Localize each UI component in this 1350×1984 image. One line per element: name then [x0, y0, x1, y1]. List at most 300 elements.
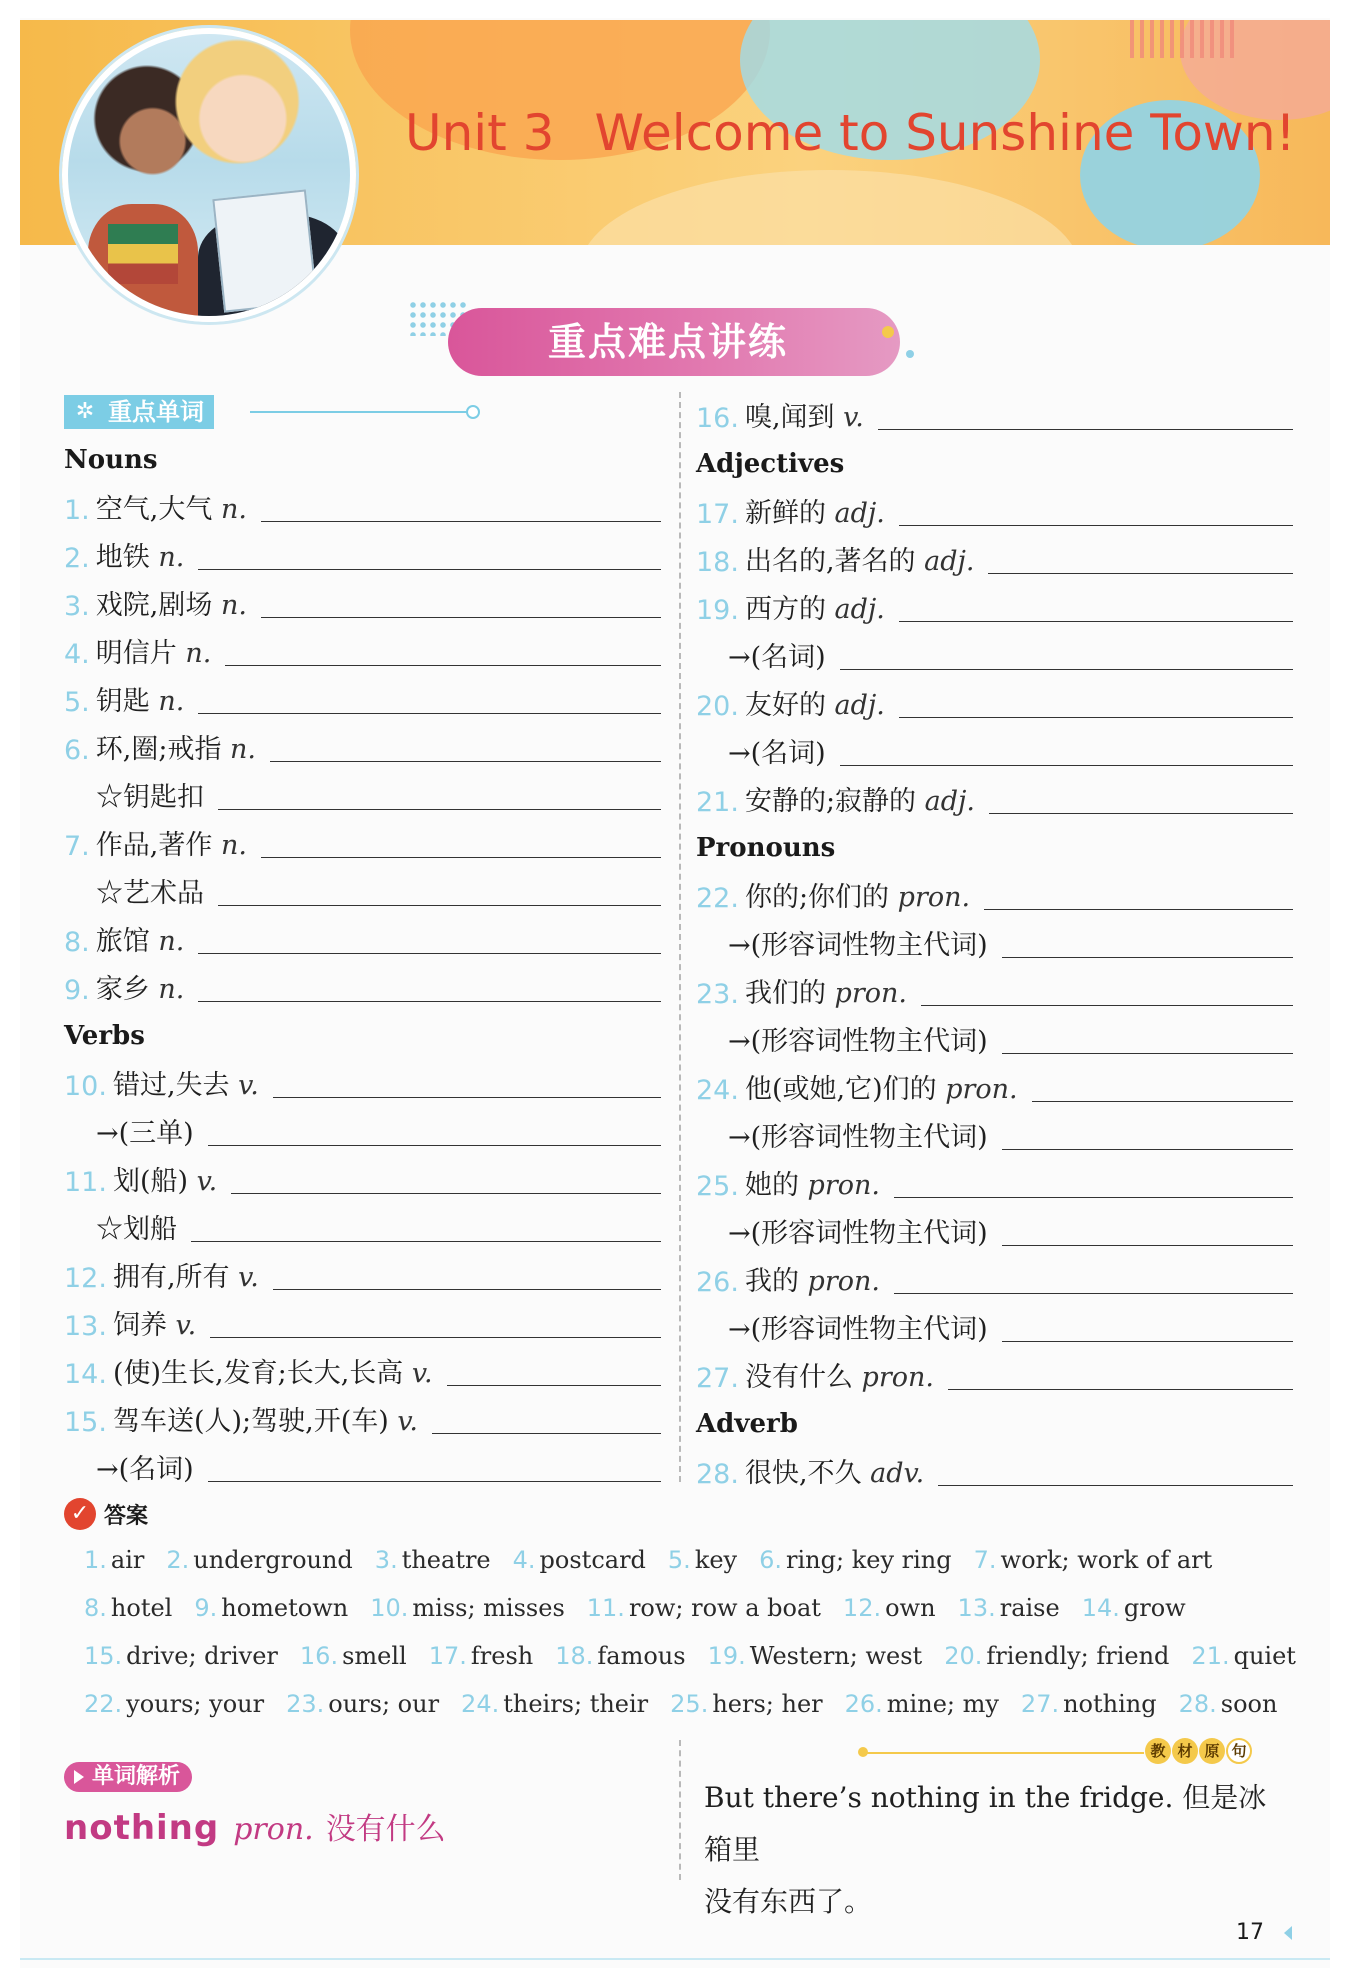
vocab-item [696, 1448, 1293, 1496]
answer-text: yours; your [126, 1690, 265, 1718]
source-tag-char: 教 [1145, 1738, 1171, 1764]
item-text: 划(船) [112, 1166, 189, 1197]
vocab-subitem [696, 728, 1293, 776]
item-text: 地铁 [95, 542, 150, 573]
answer-blank[interactable] [988, 573, 1293, 574]
item-text: →(三单) [96, 1118, 194, 1149]
unit-name: Welcome to Sunshine Town! [594, 104, 1296, 162]
vocab-item [64, 532, 661, 580]
vocab-item [64, 820, 661, 868]
answer-text: work; work of art [1000, 1546, 1213, 1574]
answer-blank[interactable] [984, 909, 1293, 910]
item-text: 旅馆 [95, 926, 150, 957]
answer-blank[interactable] [1002, 1149, 1293, 1150]
part-of-speech: pron. [897, 882, 971, 913]
item-text: →(形容词性物主代词) [728, 1026, 988, 1057]
vocab-subitem [64, 1204, 661, 1252]
answer-blank[interactable] [1002, 1245, 1293, 1246]
vocab-item [64, 1156, 661, 1204]
item-meaning [728, 1211, 988, 1256]
vocab-item [64, 724, 661, 772]
answer-item [845, 1680, 999, 1728]
item-text: ☆艺术品 [96, 878, 204, 909]
answer-text: miss; misses [412, 1594, 565, 1622]
part-of-speech: v. [397, 1406, 419, 1437]
item-text: (使)生长,发育;长大,长高 [112, 1358, 404, 1389]
answer-text: quiet [1233, 1642, 1296, 1670]
vocab-item [696, 872, 1293, 920]
item-meaning [745, 779, 975, 824]
page-number: 17 [1236, 1920, 1264, 1945]
vocab-tag [64, 395, 214, 429]
answer-blank[interactable] [198, 713, 661, 714]
answer-blank[interactable] [840, 765, 1293, 766]
answer-blank[interactable] [1002, 957, 1293, 958]
answer-number: 16. [299, 1642, 339, 1670]
item-meaning [113, 1255, 259, 1300]
vocab-subitem [696, 1016, 1293, 1064]
answer-number: 9. [194, 1594, 218, 1622]
item-text: 友好的 [744, 690, 826, 721]
answer-number: 23. [286, 1690, 325, 1718]
item-number: 25. [696, 1171, 739, 1202]
answer-number: 28. [1178, 1690, 1217, 1718]
answer-blank[interactable] [273, 1097, 661, 1098]
item-meaning [96, 1447, 194, 1492]
answer-item [461, 1680, 648, 1728]
item-meaning [96, 967, 185, 1012]
answer-text: row; row a boat [628, 1594, 821, 1622]
item-text: 钥匙 [95, 686, 150, 717]
answer-blank[interactable] [878, 429, 1293, 430]
answer-item [84, 1632, 278, 1680]
answer-item [944, 1632, 1169, 1680]
answer-blank[interactable] [231, 1193, 661, 1194]
answer-line [84, 1536, 1314, 1584]
answer-item [1021, 1680, 1157, 1728]
item-number: 6. [64, 735, 90, 766]
item-meaning [96, 1111, 194, 1156]
item-number: 2. [64, 543, 90, 574]
vocab-item [696, 968, 1293, 1016]
answers-list [84, 1536, 1314, 1728]
item-number: 9. [64, 975, 90, 1006]
item-number: 26. [696, 1267, 739, 1298]
answer-item [286, 1680, 439, 1728]
source-sentence-tag [1144, 1738, 1252, 1764]
decor-dot [882, 326, 894, 338]
answer-item [375, 1536, 491, 1584]
answer-text: smell [342, 1642, 407, 1670]
vocab-item [696, 1352, 1293, 1400]
decor-dot [906, 350, 914, 358]
answer-number: 14. [1081, 1594, 1120, 1622]
vocab-item [696, 680, 1293, 728]
answer-text: key [694, 1546, 738, 1574]
answer-blank[interactable] [261, 617, 661, 618]
item-meaning [745, 971, 907, 1016]
answer-number: 4. [512, 1546, 536, 1574]
answer-text: postcard [539, 1546, 646, 1574]
item-meaning [745, 1067, 1018, 1112]
answer-item [370, 1584, 565, 1632]
answer-item [587, 1584, 821, 1632]
answer-number: 7. [973, 1546, 997, 1574]
item-number: 4. [64, 639, 90, 670]
part-of-speech: adj. [924, 546, 975, 577]
item-text: ☆钥匙扣 [96, 782, 204, 813]
answer-text: hers; her [712, 1690, 823, 1718]
answer-number: 12. [842, 1594, 882, 1622]
item-number: 11. [64, 1167, 107, 1198]
headword-meaning: 没有什么 [325, 1812, 446, 1847]
item-text: 家乡 [95, 974, 150, 1005]
answer-blank[interactable] [198, 953, 661, 954]
headword-pos: pron. [233, 1812, 314, 1847]
answer-number: 5. [667, 1546, 691, 1574]
item-meaning [745, 683, 885, 728]
answer-item [300, 1632, 407, 1680]
item-text: →(形容词性物主代词) [728, 930, 988, 961]
answer-blank[interactable] [261, 521, 661, 522]
part-of-speech: v. [238, 1070, 259, 1101]
item-meaning [96, 871, 204, 916]
decor-stripes [1130, 20, 1240, 58]
item-meaning [728, 1307, 988, 1352]
answer-text: nothing [1063, 1690, 1157, 1718]
play-icon [74, 1770, 84, 1784]
answer-item [843, 1584, 936, 1632]
answer-line [84, 1584, 1314, 1632]
vocab-item [64, 1252, 661, 1300]
answer-text: ring; key ring [786, 1546, 952, 1574]
vocab-item [64, 964, 661, 1012]
answer-blank[interactable] [191, 1241, 661, 1242]
answer-blank[interactable] [198, 1001, 661, 1002]
vocab-item [64, 916, 661, 964]
item-meaning [745, 395, 864, 440]
answer-item [555, 1632, 685, 1680]
item-meaning [113, 1351, 433, 1396]
item-meaning [96, 1207, 177, 1252]
answer-text: fresh [470, 1642, 534, 1670]
vocab-subitem [696, 632, 1293, 680]
answer-item [513, 1536, 646, 1584]
vocab-item [64, 676, 661, 724]
decor-circle [466, 405, 480, 419]
unit-number: Unit 3 [405, 104, 555, 162]
answer-number: 6. [759, 1546, 783, 1574]
part-of-speech: adj. [834, 498, 885, 529]
answer-item [668, 1536, 737, 1584]
vocab-item [64, 1300, 661, 1348]
answer-number: 10. [370, 1594, 409, 1622]
answer-text: friendly; friend [986, 1642, 1170, 1670]
answer-number: 11. [586, 1594, 625, 1622]
answer-blank[interactable] [1002, 1053, 1293, 1054]
item-meaning [728, 1019, 988, 1064]
arrow-left-icon [1284, 1926, 1292, 1940]
item-number: 13. [64, 1311, 107, 1342]
answer-number: 20. [944, 1642, 983, 1670]
answer-item [1179, 1680, 1278, 1728]
section-ribbon [448, 308, 900, 376]
vocab-column-left [64, 392, 661, 1492]
answer-text: hotel [110, 1594, 173, 1622]
item-text: 错过,失去 [112, 1070, 230, 1101]
answer-blank[interactable] [1002, 1341, 1293, 1342]
item-text: →(名词) [728, 738, 826, 769]
part-of-speech: n. [158, 542, 185, 573]
source-tag-char: 材 [1172, 1738, 1198, 1764]
item-meaning [96, 775, 204, 820]
decor-line [864, 1752, 1144, 1754]
answer-text: theirs; their [503, 1690, 649, 1718]
vocab-header [64, 392, 661, 432]
vocab-subitem [64, 1108, 661, 1156]
item-text: 空气,大气 [95, 494, 213, 525]
answer-blank[interactable] [218, 905, 661, 906]
answer-text: grow [1123, 1594, 1186, 1622]
item-meaning [745, 587, 885, 632]
item-text: 拥有,所有 [112, 1262, 230, 1293]
answer-number: 15. [84, 1642, 123, 1670]
item-number: 14. [64, 1359, 107, 1390]
vocab-item [696, 536, 1293, 584]
answer-blank[interactable] [948, 1389, 1293, 1390]
item-text: 嗅,闻到 [744, 402, 835, 433]
answer-number: 8. [84, 1594, 107, 1622]
item-text: 很快,不久 [744, 1458, 862, 1489]
vocab-item [696, 392, 1293, 440]
part-of-speech: adv. [870, 1458, 925, 1489]
answer-number: 25. [670, 1690, 709, 1718]
vocab-subitem [696, 1208, 1293, 1256]
item-meaning [745, 491, 885, 536]
answer-blank[interactable] [261, 857, 661, 858]
item-number: 21. [696, 787, 739, 818]
answers-title: 答案 [104, 1503, 149, 1529]
answer-blank[interactable] [208, 1481, 661, 1482]
vocab-subitem [696, 920, 1293, 968]
part-of-speech: n. [230, 734, 257, 765]
answer-blank[interactable] [899, 717, 1293, 718]
vocab-subitem [64, 772, 661, 820]
answer-item [708, 1632, 923, 1680]
item-meaning [113, 1063, 259, 1108]
part-of-speech: pron. [807, 1266, 880, 1297]
answer-blank[interactable] [921, 1005, 1293, 1006]
item-text: →(形容词性物主代词) [728, 1314, 988, 1345]
part-of-speech: v. [175, 1310, 197, 1341]
answer-blank[interactable] [447, 1385, 661, 1386]
section-title: 重点难点讲练 [547, 320, 788, 364]
item-meaning [96, 583, 247, 628]
item-number: 22. [696, 883, 739, 914]
item-meaning [96, 919, 185, 964]
item-meaning [113, 1303, 196, 1348]
vocab-item [64, 580, 661, 628]
item-number: 16. [696, 403, 739, 434]
item-text: 作品,著作 [95, 830, 213, 861]
item-text: ☆划船 [96, 1214, 177, 1245]
part-of-speech: n. [158, 926, 185, 957]
answer-item [429, 1632, 534, 1680]
answer-blank[interactable] [432, 1433, 661, 1434]
answer-number: 17. [428, 1642, 467, 1670]
item-text: 新鲜的 [744, 498, 826, 529]
item-number: 23. [696, 979, 739, 1010]
check-icon: ✓ [64, 1498, 96, 1530]
item-number: 18. [696, 547, 739, 578]
answer-item [974, 1536, 1213, 1584]
item-text: →(形容词性物主代词) [728, 1122, 988, 1153]
item-meaning [745, 539, 975, 584]
answer-blank[interactable] [210, 1337, 661, 1338]
answer-item [84, 1584, 172, 1632]
item-text: 没有什么 [744, 1362, 853, 1393]
category-heading: Verbs [64, 1021, 145, 1051]
item-number: 8. [64, 927, 90, 958]
item-number: 20. [696, 691, 739, 722]
unit-title [405, 104, 1296, 162]
item-number: 1. [64, 495, 90, 526]
vocab-tag-label: 重点单词 [108, 398, 204, 426]
decor-blob [580, 170, 1080, 245]
answer-blank[interactable] [218, 809, 661, 810]
word-analysis-label: 单词解析 [92, 1764, 181, 1789]
item-meaning [96, 679, 185, 724]
source-sentence-line: But there’s nothing in the fridge. 但是冰箱里 [704, 1781, 1267, 1866]
answer-number: 22. [84, 1690, 123, 1718]
bottom-divider [679, 1740, 681, 1880]
item-text: 西方的 [744, 594, 826, 625]
answer-blank[interactable] [989, 813, 1293, 814]
category-heading: Adverb [696, 1409, 798, 1439]
part-of-speech: v. [238, 1262, 259, 1293]
item-number: 7. [64, 831, 90, 862]
answers-header [64, 1496, 148, 1532]
answer-blank[interactable] [899, 621, 1293, 622]
item-meaning [745, 875, 970, 920]
vocab-subitem [696, 1304, 1293, 1352]
item-text: →(名词) [96, 1454, 194, 1485]
answer-item [84, 1680, 264, 1728]
answer-blank[interactable] [894, 1293, 1293, 1294]
vocab-item [64, 628, 661, 676]
part-of-speech: n. [220, 494, 247, 525]
item-text: 环,圈;戒指 [95, 734, 222, 765]
answer-text: ours; our [328, 1690, 440, 1718]
part-of-speech: pron. [861, 1362, 934, 1393]
vocab-item [696, 776, 1293, 824]
answer-number: 2. [166, 1546, 190, 1574]
answer-blank[interactable] [270, 761, 661, 762]
part-of-speech: n. [158, 974, 185, 1005]
answer-number: 24. [461, 1690, 500, 1718]
answer-blank[interactable] [894, 1197, 1293, 1198]
part-of-speech: adj. [834, 594, 885, 625]
answer-blank[interactable] [938, 1485, 1293, 1486]
item-meaning [96, 535, 185, 580]
item-meaning [745, 1259, 880, 1304]
answer-text: air [110, 1546, 145, 1574]
item-meaning [96, 631, 212, 676]
answer-item [1082, 1584, 1186, 1632]
vocab-item [64, 484, 661, 532]
students-photo [62, 28, 356, 322]
answer-blank[interactable] [899, 525, 1293, 526]
item-meaning [745, 1163, 880, 1208]
item-number: 5. [64, 687, 90, 718]
vocab-subitem [64, 1444, 661, 1492]
vocab-item [64, 1396, 661, 1444]
answer-blank[interactable] [273, 1289, 661, 1290]
part-of-speech: v. [411, 1358, 433, 1389]
item-text: 他(或她,它)们的 [744, 1074, 937, 1105]
answer-text: mine; my [886, 1690, 999, 1718]
answer-blank[interactable] [1032, 1101, 1293, 1102]
vocab-subitem [696, 1112, 1293, 1160]
vocab-item [696, 488, 1293, 536]
item-meaning [96, 727, 256, 772]
item-text: →(名词) [728, 642, 826, 673]
answer-item [194, 1584, 348, 1632]
answer-text: own [885, 1594, 936, 1622]
item-text: 驾车送(人);驾驶,开(车) [112, 1406, 389, 1437]
item-text: 我的 [744, 1266, 799, 1297]
item-text: 你的;你们的 [744, 882, 890, 913]
vocab-item [696, 1160, 1293, 1208]
answer-blank[interactable] [225, 665, 661, 666]
item-text: 她的 [744, 1170, 799, 1201]
item-meaning [96, 823, 247, 868]
part-of-speech: n. [158, 686, 185, 717]
item-meaning [96, 487, 247, 532]
item-text: 明信片 [95, 638, 177, 669]
answer-item [958, 1584, 1060, 1632]
vocab-column-right [696, 392, 1293, 1496]
item-text: 安静的;寂静的 [744, 786, 917, 817]
answer-item [1191, 1632, 1296, 1680]
answer-number: 1. [84, 1546, 107, 1574]
answer-line [84, 1680, 1314, 1728]
answer-text: theatre [401, 1546, 491, 1574]
item-number: 12. [64, 1263, 107, 1294]
item-number: 27. [696, 1363, 739, 1394]
answer-text: hometown [221, 1594, 349, 1622]
part-of-speech: adj. [924, 786, 975, 817]
part-of-speech: n. [220, 830, 247, 861]
part-of-speech: pron. [945, 1074, 1018, 1105]
item-text: →(形容词性物主代词) [728, 1218, 988, 1249]
item-number: 15. [64, 1407, 107, 1438]
footer-rule [20, 1958, 1330, 1960]
vocab-item [64, 1060, 661, 1108]
item-meaning [113, 1159, 217, 1204]
answer-blank[interactable] [208, 1145, 661, 1146]
answer-blank[interactable] [198, 569, 661, 570]
source-tag-char: 原 [1199, 1738, 1225, 1764]
item-number: 24. [696, 1075, 739, 1106]
source-sentence [704, 1772, 1294, 1928]
vocab-item [696, 1064, 1293, 1112]
answer-item [166, 1536, 352, 1584]
answer-blank[interactable] [840, 669, 1293, 670]
part-of-speech: pron. [807, 1170, 880, 1201]
part-of-speech: n. [185, 638, 212, 669]
item-number: 17. [696, 499, 739, 530]
